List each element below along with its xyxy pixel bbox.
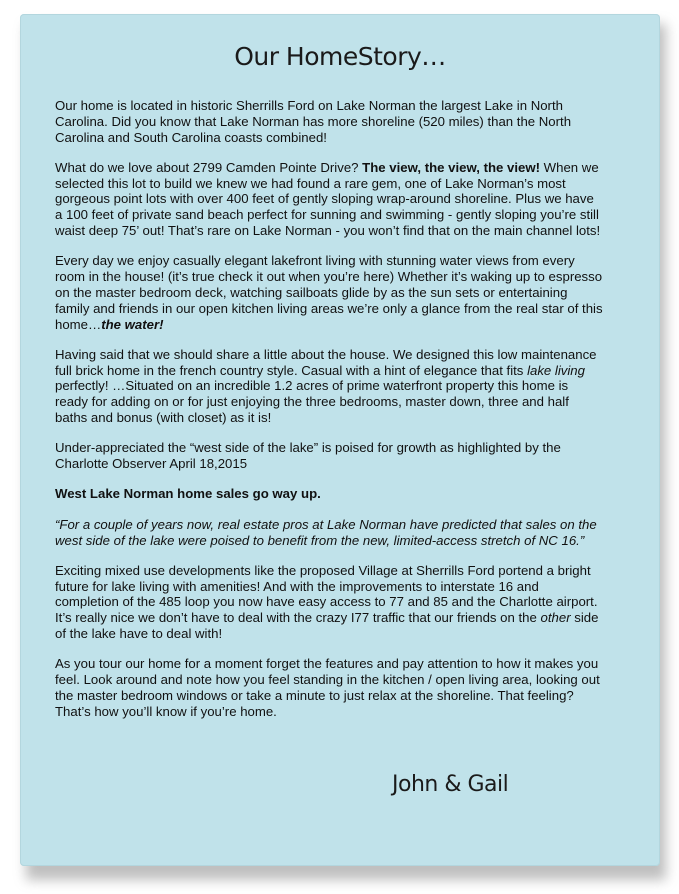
paragraph-lifestyle-text: Every day we enjoy casually elegant lakefront living with stunning water views from every room in the house! (it’s true check it out when you’re here) Whether it’s waking up to espresso on the master bedroom deck, watching sailboats glide by as the sun sets or entertaining family and friends in our open kitchen living areas we’re only a glance from the real star of this home…: [55, 253, 603, 332]
paragraph-developments-text-a: Exciting mixed use developments like the proposed Village at Sherrills Ford portend a bright future for lake living with amenities! And with the improvements to interstate 16 and completion of the 485 loop you now have easy access to 77 and 85 and the Charlotte airport. It’s really nice we don’t have to deal with the crazy I77 traffic that our friends on the: [55, 562, 598, 626]
news-quote: “For a couple of years now, real estate pros at Lake Norman have predicted that sales on the west side of the lake were poised to benefit from the new, limited-access stretch of NC 16.”: [55, 516, 597, 548]
paragraph-view: [55, 160, 603, 239]
page-title: Our HomeStory…: [234, 42, 446, 71]
paragraph-developments-italic: other: [540, 610, 571, 626]
paragraph-view-text-a: What do we love about 2799 Camden Pointe Drive?: [55, 159, 363, 175]
paragraph-developments-text-b: side of the lake have to deal with!: [55, 610, 599, 642]
paragraph-house-text-a: Having said that we should share a little about the house. We designed this low maintenance full brick home in the french country style. Casual with a hint of elegance that fits: [55, 346, 597, 378]
paragraph-developments: [55, 563, 603, 642]
paragraph-growth: Under-appreciated the “west side of the lake” is poised for growth as highlighted by the Charlotte Observer April 18,2015: [55, 440, 561, 472]
paragraph-view-bold: The view, the view, the view!: [362, 159, 541, 175]
paragraph-lifestyle-emphasis: the water!: [101, 316, 164, 332]
quote-heading: West Lake Norman home sales go way up.: [55, 486, 321, 502]
story-body: [55, 98, 603, 734]
paragraph-view-text-b: When we selected this lot to build we knew we had found a rare gem, one of Lake Norman’s most gorgeous point lots with over 400 feet of gently sloping wrap-around shoreline. Plus we have a 100 feet of private sand beach perfect for sunning and swimming - gently sloping you’re still waist deep 75’ out! That’s rare on Lake Norman - you won’t find that on the main channel lots!: [55, 159, 601, 239]
paragraph-lifestyle: [55, 253, 603, 332]
paragraph-house-italic: lake living: [527, 362, 585, 378]
paragraph-location: Our home is located in historic Sherrills Ford on Lake Norman the largest Lake in North Carolina. Did you know that Lake Norman has more shoreline (520 miles) than the North Carolina and South Carolina coasts combined!: [55, 98, 572, 145]
story-card: [20, 14, 660, 866]
signature: John & Gail: [392, 772, 509, 797]
paragraph-house-text-b: perfectly! …Situated on an incredible 1.2 acres of prime waterfront property this home is ready for adding on or for just enjoying the three bedrooms, master down, three and half baths and bonus (with closet) as it is!: [55, 378, 569, 426]
paragraph-closing: As you tour our home for a moment forget the features and pay attention to how it makes you feel. Look around and note how you feel standing in the kitchen / open living area, looking out the master bedroom windows or take a minute to just relax at the shoreline. That feeling? That’s how you’ll know if you’re home.: [55, 656, 600, 719]
paragraph-house: [55, 347, 603, 426]
